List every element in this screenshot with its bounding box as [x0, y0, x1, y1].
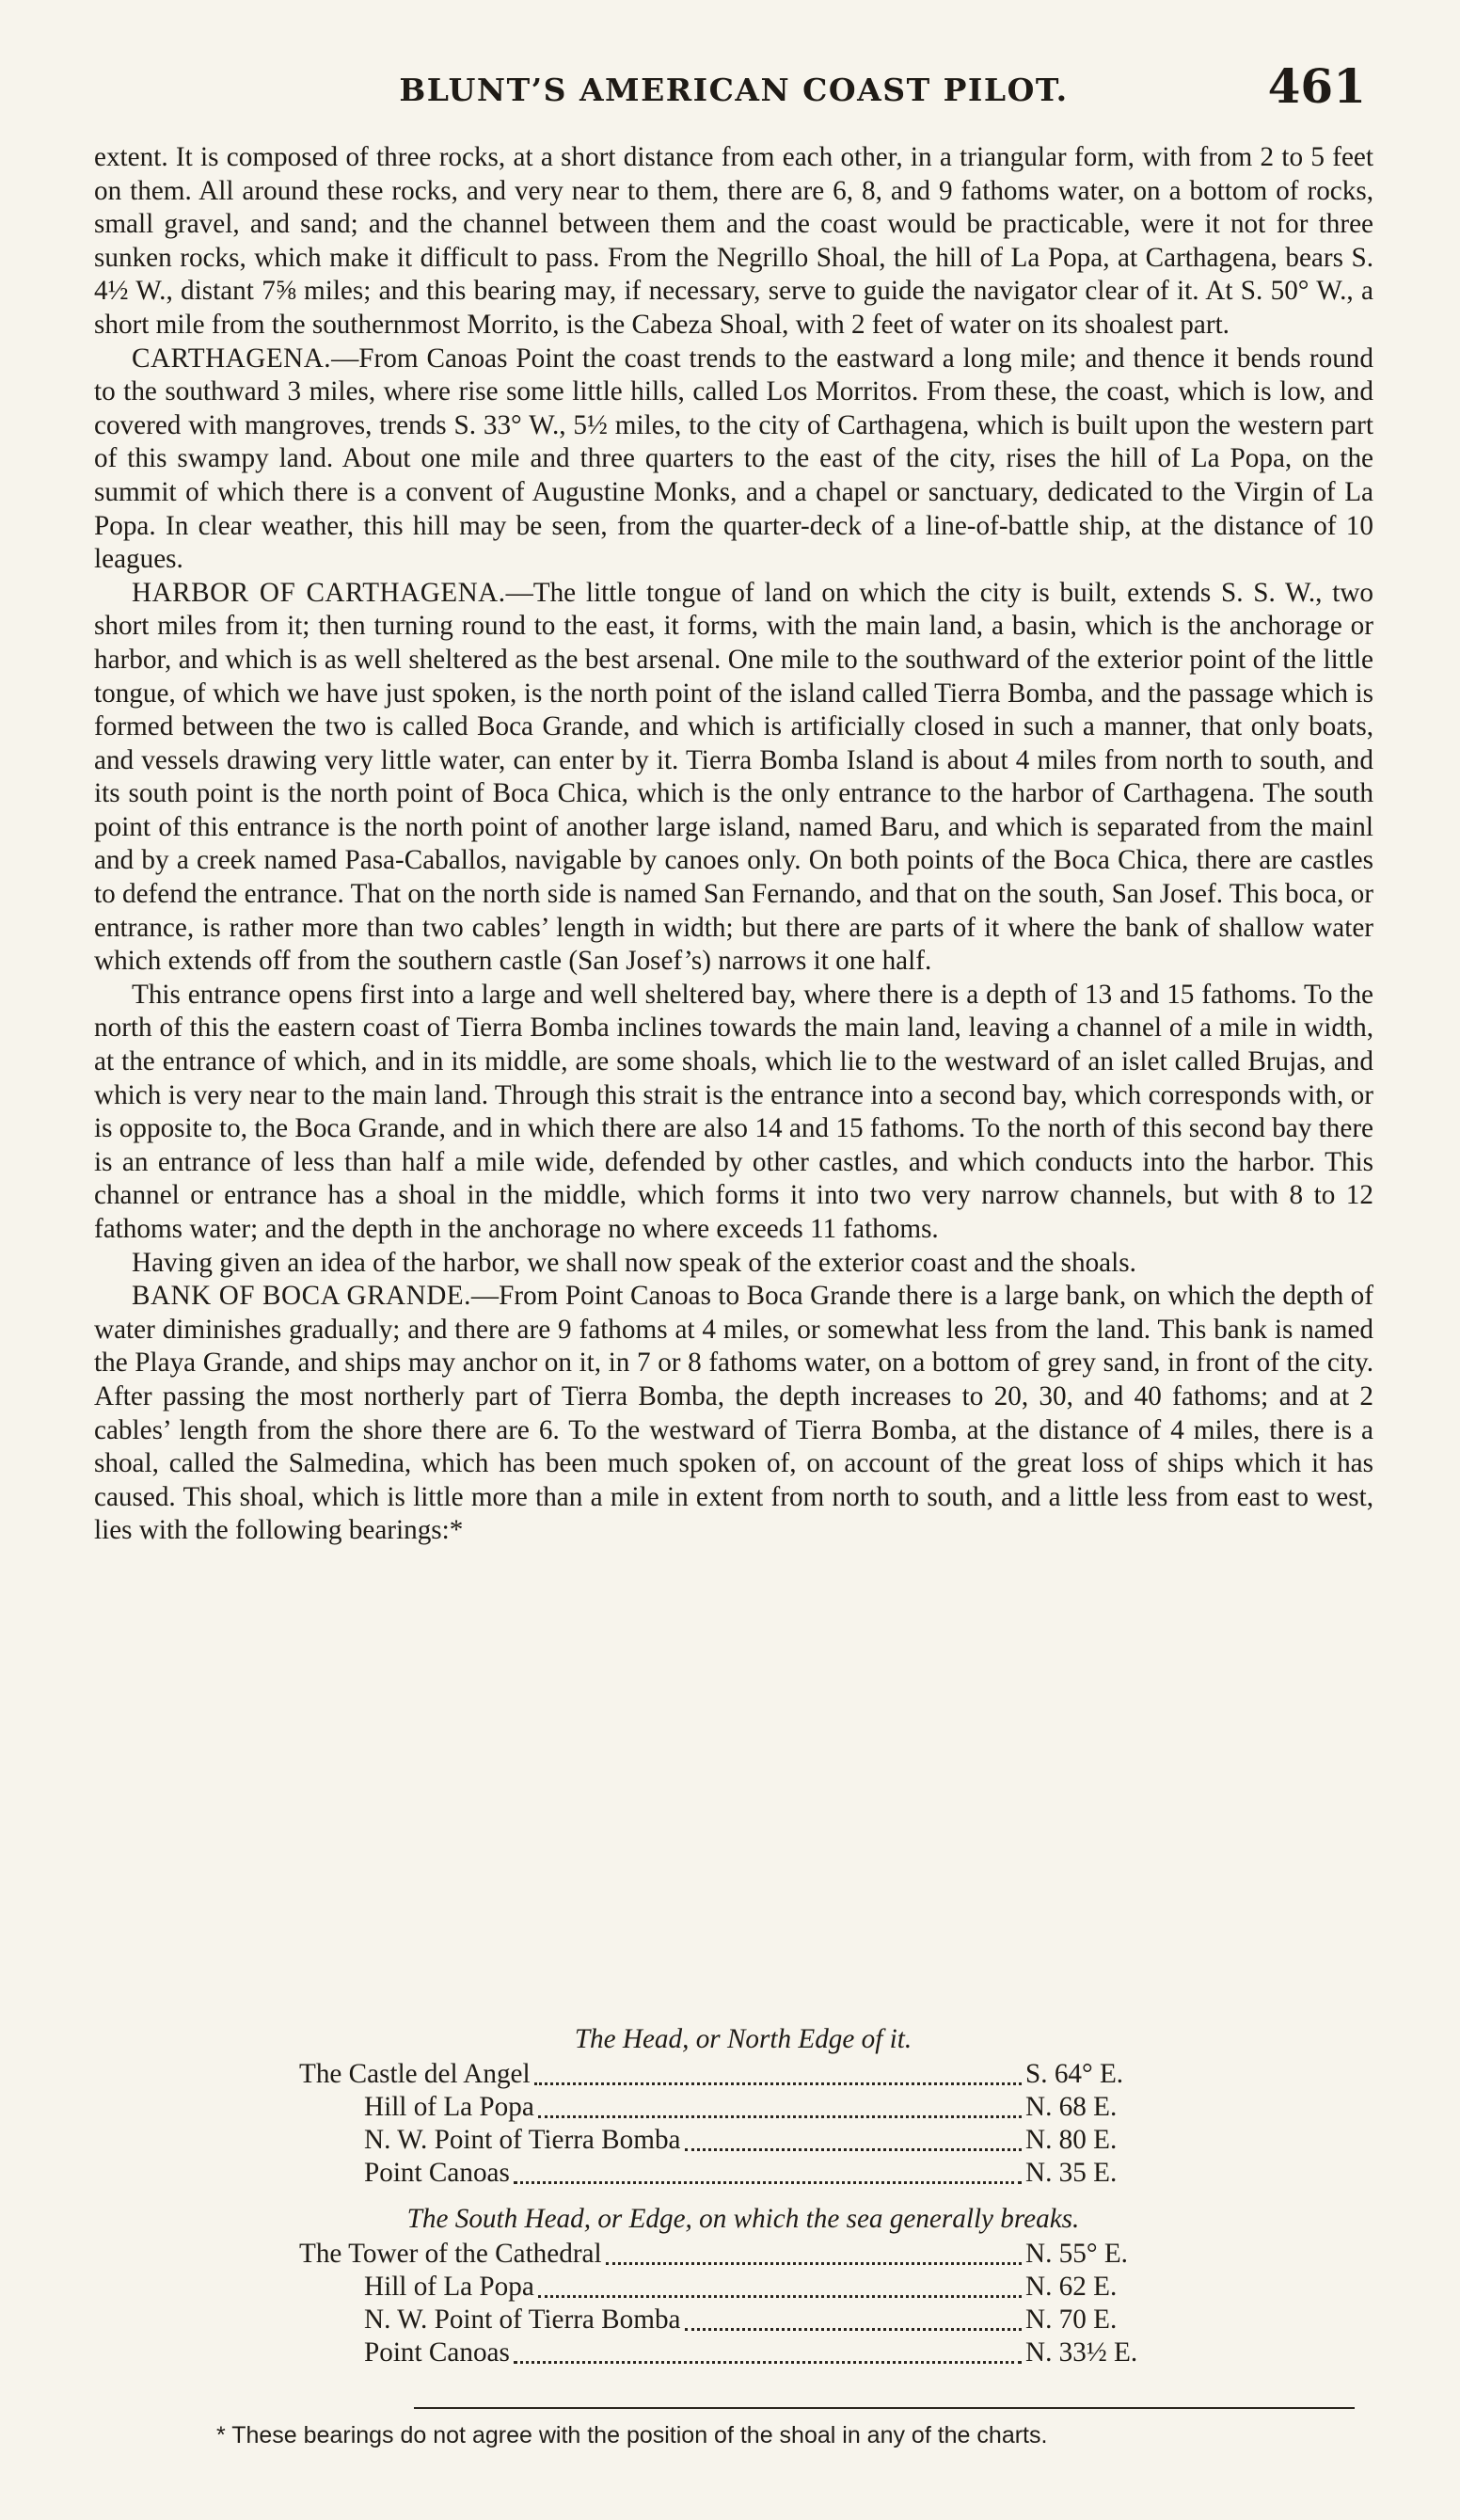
paragraph [94, 343, 1373, 577]
bearing-direction: N. 70 E. [1025, 2305, 1118, 2335]
dot-leader [534, 2049, 1022, 2085]
bearing-direction: N. 62 E. [1025, 2272, 1118, 2302]
footnote: * These bearings do not agree with the position of the shoal in any of the charts. [216, 2422, 1048, 2448]
bearing-caption: The Head, or North Edge of it. [574, 2024, 912, 2054]
page-number: 461 [1267, 58, 1366, 114]
dot-leader [685, 2115, 1022, 2151]
paragraph [94, 1280, 1373, 1548]
paragraph-text: Having given an idea of the harbor, we shall now speak of the exterior coast and the shoals. [132, 1247, 1136, 1278]
bearing-place: N. W. Point of Tierra Bomba [364, 2305, 681, 2335]
paragraph-text: This entrance opens first into a large and well sheltered bay, where there is a depth of 13 and 15 fathoms. To the north of this the eastern coast of Tierra Bomba inclines towards the main land, leaving a channel of a mile in width, at the entrance of which, and in its middle, are some shoals, which lie to the westward of an islet called Brujas, and which is very near to the main land. Through this strait is the entrance into a second bay, which corresponds with, or is opposite to, the Boca Grande, and in which there are also 14 and 15 fathoms. To the north of this second bay there is an entrance of less than half a mile wide, defended by other castles, and which conducts into the harbor. This channel or entrance has a shoal in the middle, which forms it into two very narrow channels, but with 8 to 12 fathoms water; and the depth in the anchorage no where exceeds 11 fathoms. [94, 979, 1373, 1244]
bearings-table [94, 2023, 1373, 2383]
bearing-row [94, 2157, 1373, 2190]
footnote-rule [414, 2407, 1355, 2409]
bearing-direction: N. 35 E. [1025, 2158, 1118, 2188]
paragraph [94, 979, 1373, 1247]
bearing-direction: N. 68 E. [1025, 2092, 1118, 2122]
section-heading: CARTHAGENA. [132, 343, 332, 374]
running-title: BLUNT’S AMERICAN COAST PILOT. [399, 72, 1069, 108]
bearing-direction: S. 64° E. [1025, 2059, 1124, 2089]
dot-leader [514, 2328, 1022, 2364]
bearing-place: The Tower of the Cathedral [299, 2239, 602, 2269]
page-header [94, 58, 1373, 115]
bearing-direction: N. 33½ E. [1025, 2337, 1138, 2368]
paragraph-text: —From Point Canoas to Boca Grande there is a large bank, on which the depth of water diminishes gradually; and there are 9 fathoms at 4 miles, or somewhat less from the land. This bank is named the Playa Grande, and ships may anchor on it, in 7 or 8 fathoms water, on a bottom of grey sand, in front of the city. After passing the most northerly part of Tierra Bomba, the depth increases to 20, 30, and 40 fathoms; and at 2 cables’ length from the shore there are 6. To the westward of Tierra Bomba, at the distance of 4 miles, there is a shoal, called the Salmedina, which has been much spoken of, on account of the great loss of ships which it has caused. This shoal, which is little more than a mile in extent from north to south, and a little less from east to west, lies with the following bearings:* [94, 1281, 1373, 1546]
paragraph-text: extent. It is composed of three rocks, at a short distance from each other, in a triangular form, with from 2 to 5 feet on them. All around these rocks, and very near to them, there are 6, 8, and 9 fathoms water, on a bottom of rocks, small gravel, and sand; and the channel between them and the coast would be practicable, were it not for three sunken rocks, which make it difficult to pass. From the Negrillo Shoal, the hill of La Popa, at Carthagena, bears S. 4½ W., distant 7⅝ miles; and this bearing may, if necessary, serve to guide the navigator clear of it. At S. 50° W., a short mile from the southernmost Morrito, is the Cabeza Shoal, with 2 feet of water on its shoalest part. [94, 142, 1373, 340]
paragraph [94, 1247, 1373, 1281]
bearing-place: Hill of La Popa [364, 2092, 534, 2122]
bearing-place: N. W. Point of Tierra Bomba [364, 2125, 681, 2155]
body-text [94, 141, 1373, 1548]
bearing-group-north-edge [94, 2023, 1373, 2190]
dot-leader [514, 2148, 1022, 2184]
dot-leader [606, 2229, 1022, 2265]
section-heading: HARBOR OF CARTHAGENA. [132, 577, 506, 608]
bearing-place: Point Canoas [364, 2158, 510, 2188]
paragraph [94, 577, 1373, 979]
bearing-place: Hill of La Popa [364, 2272, 534, 2302]
bearing-place: Point Canoas [364, 2337, 510, 2368]
bearing-caption: The South Head, or Edge, on which the sea generally breaks. [406, 2204, 1080, 2234]
paragraph-text: —The little tongue of land on which the city is built, extends S. S. W., two short miles from it; then turning round to the east, it forms, with the main land, a basin, which is the anchorage or harbor, and which is as well sheltered as the best arsenal. One mile to the southward of the exterior point of the little tongue, of which we have just spoken, is the north point of the island called Tierra Bomba, and the passage which is formed between the two is called Boca Grande, and which is artificially closed in such a manner, that only boats, and vessels drawing very little water, can enter by it. Tierra Bomba Island is about 4 miles from north to south, and its south point is the north point of Boca Chica, which is the only entrance to the harbor of Carthagena. The south point of this entrance is the north point of another large island, named Baru, and which is separated from the mainl and by a creek named Pasa-Caballos, navigable by canoes only. On both points of the Boca Chica, there are castles to defend the entrance. That on the north side is named San Fernando, and that on the south, San Josef. This boca, or entrance, is rather more than two cables’ length in width; but there are parts of it where the bank of shallow water which extends off from the southern castle (San Josef’s) narrows it one half. [94, 577, 1373, 977]
dot-leader [685, 2295, 1022, 2331]
bearing-place: The Castle del Angel [299, 2059, 531, 2089]
bearing-direction: N. 80 E. [1025, 2125, 1118, 2155]
bearing-row [94, 2337, 1373, 2369]
bearing-direction: N. 55° E. [1025, 2239, 1128, 2269]
paragraph-text: —From Canoas Point the coast trends to the eastward a long mile; and thence it bends round to the southward 3 miles, where rise some little hills, called Los Morritos. From these, the coast, which is low, and covered with mangroves, trends S. 33° W., 5½ miles, to the city of Carthagena, which is built upon the western part of this swampy land. About one mile and three quarters to the east of the city, rises the hill of La Popa, on the summit of which there is a convent of Augustine Monks, and a chapel or sanctuary, dedicated to the Virgin of La Popa. In clear weather, this hill may be seen, from the quarter-deck of a line-of-battle ship, at the distance of 10 leagues. [94, 343, 1373, 575]
dot-leader [538, 2262, 1022, 2298]
dot-leader [538, 2082, 1022, 2118]
paragraph [94, 141, 1373, 343]
section-heading: BANK OF BOCA GRANDE. [132, 1281, 471, 1312]
bearing-group-south-edge [94, 2203, 1373, 2369]
